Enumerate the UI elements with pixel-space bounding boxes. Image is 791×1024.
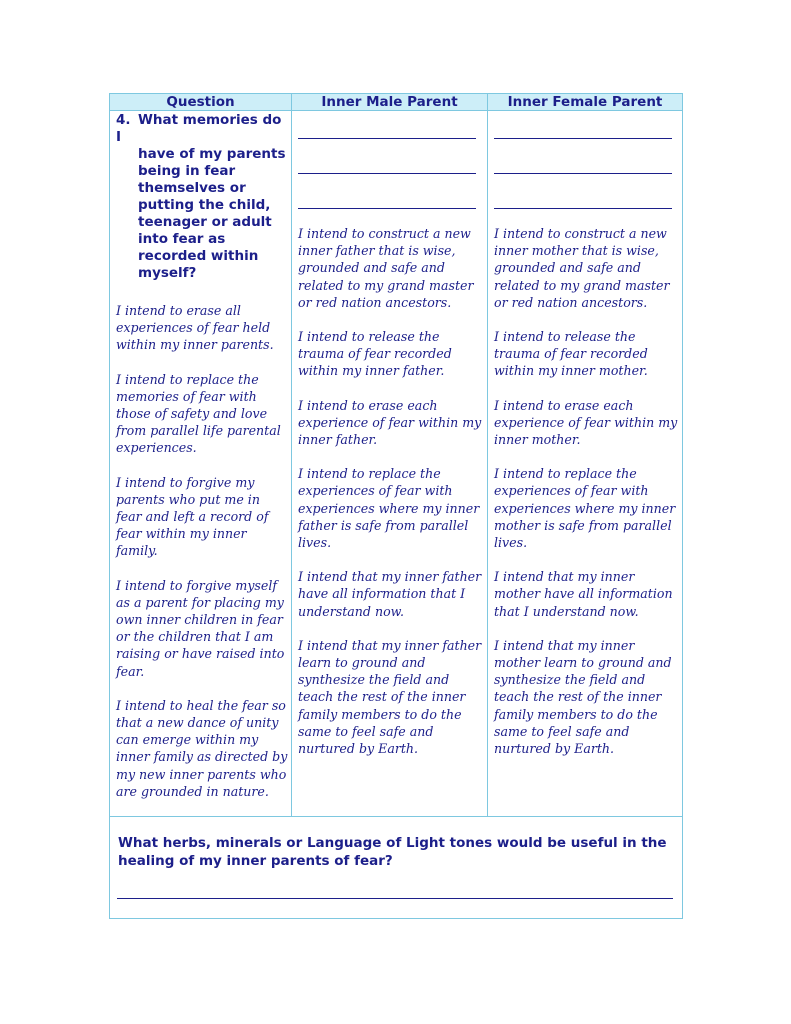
intention-paragraph: I intend to forgive my parents who put me in fear and left a record of fear within my inner family.	[116, 474, 269, 559]
question-number: 4.	[116, 112, 131, 128]
footer-question: What herbs, minerals or Language of Light tones would be useful in the healing of my inner parents of fear?	[118, 835, 667, 869]
question-line: myself?	[138, 265, 197, 281]
intention-paragraph: I intend that my inner mother learn to ground and synthesize the field and teach the rest of the inner family members to do the same to feel safe and nurtured by Earth.	[494, 637, 672, 757]
intention-paragraph: I intend to erase all experiences of fear held within my inner parents.	[116, 303, 274, 353]
column-divider	[291, 94, 292, 816]
answer-blank-line[interactable]	[494, 190, 672, 209]
footer-answer-line[interactable]	[117, 898, 673, 899]
question-line: teenager or adult	[138, 214, 272, 230]
intention-paragraph: I intend to replace the memories of fear with those of safety and love from parallel life parental experiences.	[116, 371, 281, 456]
intention-paragraph: I intend to forgive myself as a parent for placing my own inner children in fear or the children that I am raising or have raised into fear.	[116, 577, 285, 679]
intention-paragraph: I intend to replace the experiences of fear with experiences where my inner father is safe from parallel lives.	[298, 466, 480, 551]
answer-blank-line[interactable]	[494, 120, 672, 139]
question-column	[116, 112, 288, 800]
intention-paragraph: I intend that my inner father learn to ground and synthesize the field and teach the rest of the inner family members to do the same to feel safe and nurtured by Earth.	[298, 637, 482, 757]
intention-paragraph: I intend to release the trauma of fear recorded within my inner mother.	[494, 329, 648, 379]
question-line: putting the child,	[138, 197, 271, 213]
worksheet-table	[109, 93, 683, 919]
question-line: being in fear	[138, 163, 236, 179]
question-line: What memories do I	[116, 112, 282, 145]
answer-blank-line[interactable]	[298, 155, 476, 174]
inner-male-parent-column	[298, 120, 482, 757]
intention-paragraph: I intend to construct a new inner mother that is wise, grounded and safe and related to my grand master or red nation ancestors.	[494, 226, 670, 310]
intention-paragraph: I intend to release the trauma of fear recorded within my inner father.	[298, 329, 452, 379]
answer-blank-line[interactable]	[494, 155, 672, 174]
question-line: recorded within	[138, 248, 259, 264]
intention-paragraph: I intend that my inner mother have all information that I understand now.	[494, 569, 673, 619]
header-inner-female-parent: Inner Female Parent	[488, 94, 682, 111]
header-question: Question	[110, 94, 291, 111]
intention-paragraph: I intend to erase each experience of fear within my inner mother.	[494, 397, 678, 448]
column-divider	[487, 94, 488, 816]
header-inner-male-parent: Inner Male Parent	[292, 94, 487, 111]
question-line: themselves or	[138, 180, 246, 196]
intention-paragraph: I intend to replace the experiences of fear with experiences where my inner mother is safe from parallel lives.	[494, 466, 676, 551]
inner-female-parent-column	[494, 120, 678, 757]
row-divider	[110, 816, 682, 817]
question-title	[116, 112, 288, 282]
intention-paragraph: I intend to construct a new inner father that is wise, grounded and safe and related to my grand master or red nation ancestors.	[298, 226, 474, 310]
intention-paragraph: I intend to erase each experience of fear within my inner father.	[298, 397, 482, 448]
answer-blank-line[interactable]	[298, 120, 476, 139]
answer-blank-line[interactable]	[298, 190, 476, 209]
question-line: have of my parents	[138, 146, 286, 162]
question-line: into fear as	[138, 231, 226, 247]
intention-paragraph: I intend that my inner father have all information that I understand now.	[298, 569, 482, 619]
intention-paragraph: I intend to heal the fear so that a new dance of unity can emerge within my inner family as directed by my new inner parents who are grounded in nature.	[116, 697, 288, 799]
